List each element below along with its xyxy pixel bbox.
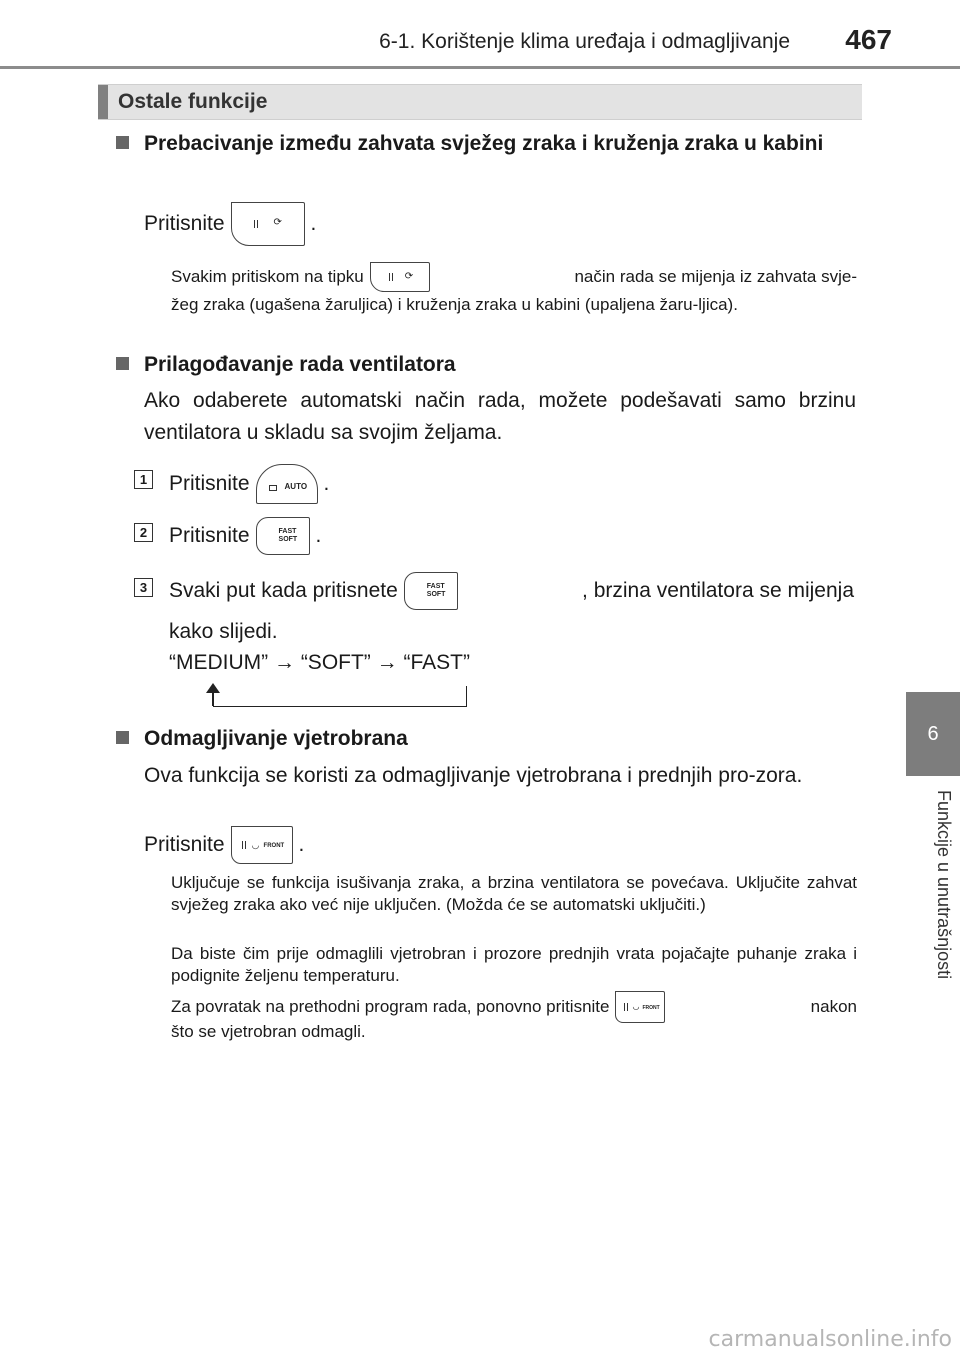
- defog-press-prefix: Pritisnite: [144, 833, 225, 856]
- recirc-press-prefix: Pritisnite: [144, 212, 225, 235]
- indicator-lamp-icon: [269, 485, 277, 491]
- fan-cycle: “MEDIUM” → “SOFT” → “FAST”: [169, 651, 470, 674]
- step-line2: kako slijedi.: [169, 620, 278, 643]
- recirc-heading: [116, 128, 858, 159]
- header-rule: [0, 66, 960, 69]
- fan-heading-text: Prilagođavanje rada ventilatora: [144, 353, 456, 376]
- step-suffix: .: [315, 524, 322, 547]
- defog-heading-text: Odmagljivanje vjetrobrana: [144, 727, 408, 750]
- step-text: Pritisnite: [169, 472, 250, 495]
- indicator-lamp-icon: [242, 841, 246, 849]
- chapter-title: 6-1. Korištenje klima uređaja i odmagljivanje: [379, 30, 790, 53]
- front-label: FRONT: [263, 843, 285, 849]
- auto-button: [256, 464, 318, 504]
- soft-label: SOFT: [426, 591, 446, 598]
- fan-step-1: [134, 464, 854, 504]
- bullet-square: [116, 357, 129, 370]
- defog-press-suffix: .: [298, 833, 305, 856]
- fan-speed-button: [404, 572, 458, 610]
- step-suffix: .: [323, 472, 330, 495]
- defog-press: [144, 824, 856, 866]
- indicator-lamp-icon: [624, 1003, 628, 1011]
- step-number: 2: [134, 523, 153, 542]
- recirc-heading-text: Prebacivanje između zahvata svježeg zraka i kruženja zraka u kabini: [144, 132, 824, 155]
- fan-step-2: [134, 517, 854, 555]
- cycle-return-line: [213, 686, 467, 707]
- fast-label: FAST: [278, 528, 297, 535]
- recirc-press: [144, 200, 856, 248]
- auto-label: AUTO: [284, 482, 308, 491]
- cycle-arrow-icon: [206, 683, 220, 693]
- defog-inline-button: [615, 991, 665, 1023]
- chapter-tab: [906, 692, 960, 776]
- defog-note2: Da biste čim prije odmaglili vjetrobran i prozore prednjih vrata pojačajte puhanje zraka i podignite željenu temperaturu.: [171, 944, 857, 985]
- step-text: Svaki put kada pritisnete: [169, 579, 398, 602]
- recirc-press-suffix: .: [310, 212, 317, 235]
- section-header: [98, 84, 862, 120]
- defog-note3-suffix: nakon: [810, 997, 857, 1016]
- indicator-lamp-icon: [389, 273, 393, 281]
- chapter-number: 6: [927, 722, 939, 745]
- step-number: 3: [134, 578, 153, 597]
- defog-note1: Uključuje se funkcija isušivanja zraka, a brzina ventilatora se povećava. Uključite zahvat svježeg zraka ako već nije uključen. (Možda će se automatski uključiti.): [171, 873, 857, 914]
- step-number: 1: [134, 470, 153, 489]
- defog-note3-line1: [171, 990, 857, 1024]
- fan-intro: Ako odaberete automatski način rada, možete podešavati samo brzinu ventilatora u skladu sa svojim željama.: [144, 389, 856, 444]
- windshield-defog-icon: ◡: [251, 840, 260, 850]
- fan-step-3: [134, 572, 854, 648]
- fan-heading: [116, 349, 858, 380]
- defog-note3-line2: što se vjetrobran odmagli.: [171, 1022, 366, 1041]
- bullet-square: [116, 136, 129, 149]
- recirc-note-rest: žeg zraka (ugašena žaruljica) i kruženja zraka u kabini (upaljena žaru-ljica).: [171, 295, 738, 314]
- recirc-note-line1: [171, 261, 857, 293]
- watermark: carmanualsonline.info: [708, 1327, 952, 1352]
- chapter-label: Funkcije u unutrašnjosti: [934, 790, 954, 980]
- recirculation-icon: ⟳: [404, 271, 414, 282]
- fast-label: FAST: [426, 583, 445, 590]
- section-title: Ostale funkcije: [118, 90, 268, 113]
- defog-note3-prefix: Za povratak na prethodni program rada, ponovno pritisnite: [171, 997, 610, 1016]
- defog-intro: Ova funkcija se koristi za odmagljivanje vjetrobrana i prednjih pro-zora.: [144, 764, 803, 787]
- fan-speed-button: [256, 517, 310, 555]
- recirc-note-prefix: Svakim pritiskom na tipku: [171, 267, 364, 286]
- indicator-lamp-icon: [254, 220, 258, 228]
- defog-heading: [116, 723, 858, 754]
- recirculation-icon: ⟳: [273, 217, 282, 228]
- recirc-note-line1-suffix: način rada se mijenja iz zahvata svje-: [574, 267, 857, 286]
- section-header-bar: [98, 85, 108, 119]
- step-suffix: , brzina ventilatora se mijenja: [582, 579, 854, 602]
- defog-button: [231, 826, 293, 864]
- bullet-square: [116, 731, 129, 744]
- recirc-button: [231, 202, 305, 246]
- windshield-defog-icon: ◡: [632, 1002, 640, 1011]
- soft-label: SOFT: [278, 536, 298, 543]
- front-label: FRONT: [642, 1005, 660, 1011]
- recirc-inline-button: [370, 262, 430, 292]
- step-text: Pritisnite: [169, 524, 250, 547]
- page-number: 467: [845, 24, 892, 55]
